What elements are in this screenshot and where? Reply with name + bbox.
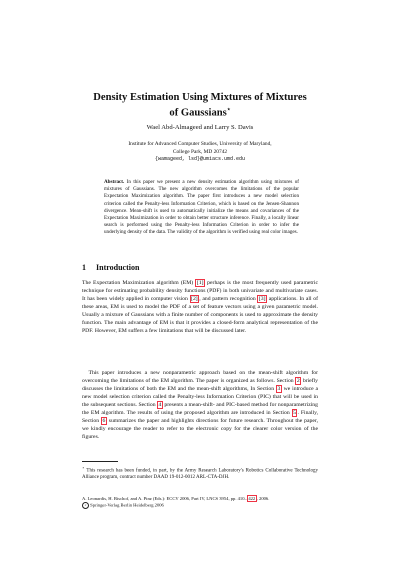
copyright-icon: c xyxy=(82,502,89,509)
affiliation-line-1: Institute for Advanced Computer Studies, University of Maryland, xyxy=(128,141,272,147)
footnote xyxy=(82,465,318,482)
publication-line-1a: A. Leonardis, H. Bischof, and A. Pinz (Eds.): ECCV 2006, Part IV, LNCS 3954, pp. 410– xyxy=(82,496,247,501)
p2-text-f: summarizes the paper and highlights directions for future research. Throughout the paper, we kindly encourage the reader to refer to the electronic copy for the clearer color version of the figures. xyxy=(82,418,318,441)
p2-text-b: briefly discusses the limitations of both the EM and the mean-shift algorithms, In Section xyxy=(82,378,318,393)
section-number: 1 xyxy=(82,263,86,272)
p1-text-a: The Expectation Maximization algorithm (EM) xyxy=(82,280,196,286)
section-link-2[interactable]: 2 xyxy=(296,378,300,385)
footnote-text: This research has been funded, in part, by the Army Research Laboratory's Robotics Collaborative Technology Alliance program, contract number DAAD 19-012-0012 ARL-CTA-DJH. xyxy=(82,468,318,481)
title-line-1: Density Estimation Using Mixtures of Mixtures xyxy=(93,92,307,103)
publication-line-1b: , 2006. xyxy=(256,496,270,501)
paper-title xyxy=(60,91,340,120)
title-line-2: of Gaussians xyxy=(169,107,227,119)
section-link-5[interactable]: 5 xyxy=(293,410,296,417)
section-title: Introduction xyxy=(96,263,140,272)
affiliation-email: {wamageed, lsd}@umiacs.umd.edu xyxy=(154,156,245,162)
intro-paragraph-1 xyxy=(82,279,318,335)
authors: Wael Abd-Almageed and Larry S. Davis xyxy=(146,124,254,131)
page-range-link[interactable]: 422 xyxy=(248,496,256,501)
citation-link-3[interactable]: [3] xyxy=(258,296,266,303)
footnote-divider xyxy=(82,461,118,462)
abstract-text: In this paper we present a new density estimation algorithm using mixtures of mixtures of Gaussians. The new algorithm overcomes the limitations of the popular Expectation Maximization algorithm. The paper first introduces a new model selection criterion called the Penalty-less Information Criterion, which is based on the Jensen-Shannon divergence. Mean-shift is used to automatically initialize the means and covariances of the Expectation Maximization in order to obtain better structure inference. Finally, a locally linear search is performed using the Penalty-less Information Criterion in order to infer the underlying density of the data. The validity of the algorithm is verified using real color images. xyxy=(104,179,299,236)
p2-text-a: This paper introduces a new nonparametric approach based on the mean-shift algorithm for overcoming the limitations of the EM algorithm. The paper is organized as follows. Section xyxy=(82,370,319,385)
p2-text-c: we introduce a new model selection criterion called the Penalty-less Information Criterion (PIC) that will be used in the subsequent sections. Section xyxy=(82,386,319,409)
abstract xyxy=(104,179,299,237)
section-heading xyxy=(82,263,139,272)
section-link-6[interactable]: 6 xyxy=(102,418,106,425)
abstract-label: Abstract. xyxy=(104,179,125,185)
section-link-4[interactable]: 4 xyxy=(158,402,162,409)
publication-info xyxy=(82,496,318,509)
citation-link-2[interactable]: [2] xyxy=(191,296,198,303)
p1-text-b: perhaps is the most frequently used parametric technique for estimating probability density functions (PDF) in both univariate and multivariate cases. It has been widely applied in computer vision xyxy=(82,280,318,303)
intro-paragraph-2 xyxy=(82,369,318,441)
p2-text-e: . Finally, Section xyxy=(82,410,319,425)
p2-text-d: presents a mean-shift- and PIC-based method for nonparametrizing the EM algorithm. The results of using the proposed algorithm are introduced in Section xyxy=(82,402,318,417)
affiliation xyxy=(70,141,330,164)
footnote-mark: ⋆ xyxy=(82,465,85,470)
title-footnote-mark: ⋆ xyxy=(226,107,231,113)
citation-link-1[interactable]: [1] xyxy=(196,280,204,286)
p1-text-d: applications. In all of these areas, EM is used to model the PDF of a set of feature vectors using a given parametric model. Usually a mixture of Gaussians with a finite number of components is used to approximate the density function. The main advantage of EM is that it provides a closed-form analytical representation of the PDF. However, EM suffers a few limitations that will be discussed later. xyxy=(82,296,318,335)
p1-text-c: , and pattern recognition xyxy=(199,296,258,303)
publication-line-2: Springer-Verlag Berlin Heidelberg 2006 xyxy=(89,502,164,508)
affiliation-line-2: College Park, MD 20742 xyxy=(172,148,228,155)
section-link-3[interactable]: 3 xyxy=(277,386,281,393)
